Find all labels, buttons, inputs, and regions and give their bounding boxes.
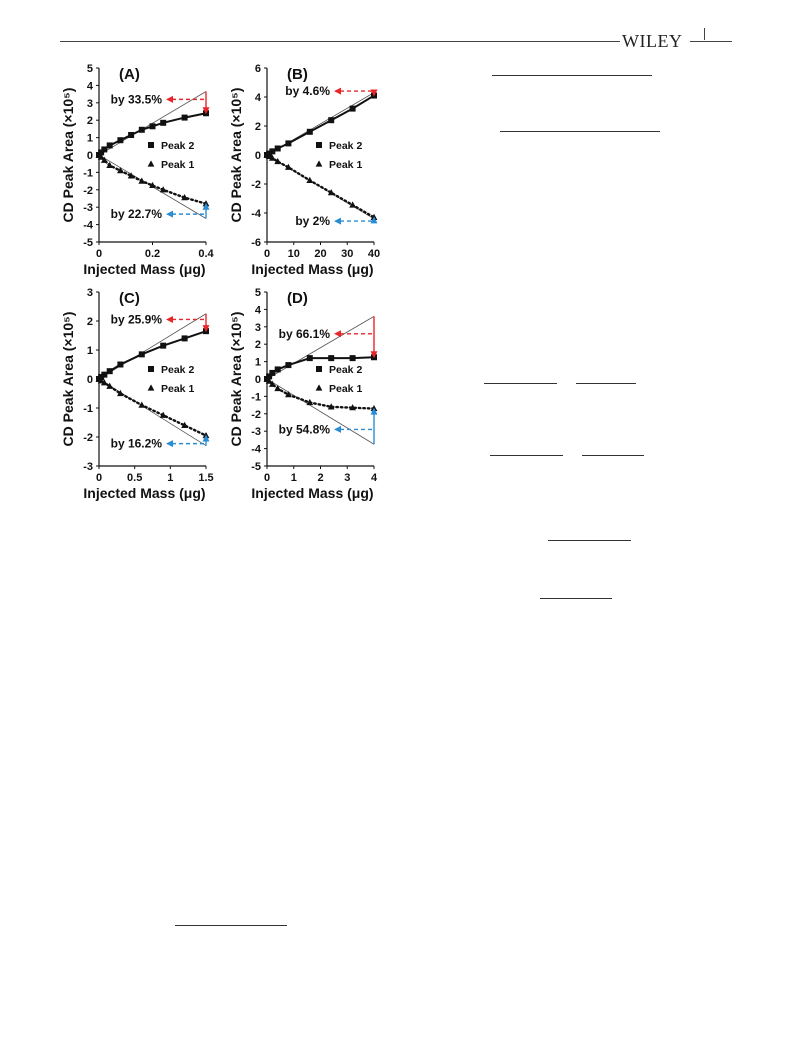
x-tick-label: 3 (344, 472, 351, 484)
y-tick-label: 5 (86, 63, 93, 75)
panel-label: (C) (119, 290, 140, 307)
data-point-peak-2 (182, 335, 188, 341)
lower-pointer-arrowhead (166, 440, 173, 447)
x-axis-title: Injected Mass (μg) (83, 261, 206, 277)
legend-label: Peak 1 (161, 159, 195, 171)
data-point-peak-2 (160, 120, 166, 126)
x-tick-label: 0.2 (144, 248, 161, 260)
legend-label: Peak 1 (161, 383, 195, 395)
y-tick-label: -6 (251, 237, 261, 249)
x-axis-title: Injected Mass (μg) (251, 485, 374, 501)
upper-pointer-arrowhead (334, 88, 341, 95)
data-point-peak-2 (117, 362, 123, 368)
legend-marker-peak-1 (316, 160, 323, 166)
legend-marker-peak-2 (316, 366, 322, 372)
x-tick-label: 0.4 (198, 248, 214, 260)
y-tick-label: 2 (254, 339, 261, 352)
x-tick-label: 0 (95, 472, 103, 484)
x-tick-label: 1.5 (198, 472, 214, 484)
y-tick-label: 3 (254, 321, 261, 334)
panel-label: (A) (119, 66, 140, 83)
data-point-peak-2 (139, 351, 145, 357)
y-tick-label: -2 (251, 179, 261, 191)
y-tick-label: -1 (251, 391, 261, 404)
legend-marker-peak-2 (148, 142, 154, 148)
upper-deviation-label: by 4.6% (285, 84, 330, 99)
x-tick-label: 0 (95, 248, 103, 260)
x-tick-label: 10 (287, 248, 300, 260)
y-tick-label: -4 (83, 219, 93, 232)
data-point-peak-2 (269, 148, 275, 154)
y-tick-label: 0 (86, 374, 93, 386)
legend-marker-peak-1 (148, 384, 155, 390)
data-point-peak-2 (182, 115, 188, 121)
legend-label: Peak 1 (329, 383, 363, 395)
y-tick-label: -4 (251, 443, 261, 456)
upper-pointer-arrowhead (166, 316, 173, 323)
lower-deviation-label: by 22.7% (110, 207, 162, 222)
x-tick-label: 4 (370, 472, 378, 484)
data-point-peak-2 (269, 370, 275, 376)
data-point-peak-1 (138, 178, 145, 184)
data-point-peak-2 (328, 355, 334, 361)
y-tick-label: 2 (254, 121, 261, 133)
lower-deviation-label: by 54.8% (278, 422, 330, 437)
data-point-peak-2 (307, 355, 313, 361)
y-tick-label: 4 (254, 92, 261, 104)
y-tick-label: 3 (86, 287, 93, 299)
y-tick-label: -2 (83, 432, 93, 444)
data-point-peak-2 (307, 129, 313, 135)
legend-label: Peak 1 (329, 159, 363, 171)
y-tick-label: 1 (86, 132, 93, 145)
data-point-peak-2 (101, 146, 107, 152)
y-axis-title: CD Peak Area (×10⁵) (60, 311, 76, 447)
upper-pointer-arrowhead (166, 96, 173, 103)
data-point-peak-2 (285, 362, 291, 368)
chart-panel-d (228, 287, 378, 501)
data-point-peak-2 (128, 132, 134, 138)
x-axis-title: Injected Mass (μg) (251, 261, 374, 277)
chart-panel-b (228, 63, 380, 277)
lower-pointer-arrowhead (334, 218, 341, 225)
y-tick-label: -1 (83, 167, 93, 180)
data-point-peak-2 (117, 137, 123, 143)
data-point-peak-2 (107, 368, 113, 374)
data-point-peak-2 (285, 140, 291, 146)
data-point-peak-2 (160, 343, 166, 349)
x-tick-label: 20 (314, 248, 327, 260)
lower-deviation-label: by 2% (295, 214, 330, 229)
y-tick-label: -3 (251, 426, 261, 439)
legend-label: Peak 2 (329, 364, 363, 376)
chart-panel-c (60, 287, 214, 501)
upper-deviation-label: by 25.9% (110, 312, 162, 327)
y-axis-title: CD Peak Area (×10⁵) (60, 87, 76, 223)
x-tick-label: 0.5 (127, 472, 143, 484)
y-tick-label: -3 (83, 202, 93, 215)
y-tick-label: -5 (83, 237, 93, 249)
y-tick-label: -3 (83, 461, 93, 473)
y-axis-title: CD Peak Area (×10⁵) (228, 87, 244, 223)
legend-marker-peak-2 (148, 366, 154, 372)
y-tick-label: -5 (251, 461, 261, 473)
x-tick-label: 30 (341, 248, 354, 260)
panel-label: (D) (287, 290, 308, 307)
lower-pointer-arrowhead (166, 211, 173, 218)
x-tick-label: 0 (263, 248, 271, 260)
y-tick-label: 2 (86, 115, 93, 128)
x-axis-title: Injected Mass (μg) (83, 485, 206, 501)
y-tick-label: 2 (86, 316, 93, 328)
legend-marker-peak-1 (316, 384, 323, 390)
x-tick-label: 2 (317, 472, 324, 484)
y-tick-label: 6 (254, 63, 261, 75)
y-tick-label: -2 (83, 184, 93, 197)
data-point-peak-2 (107, 142, 113, 148)
data-point-peak-2 (139, 127, 145, 133)
data-point-peak-2 (350, 106, 356, 112)
data-point-peak-2 (275, 366, 281, 372)
y-tick-label: 3 (86, 97, 93, 110)
legend-label: Peak 2 (161, 140, 195, 152)
data-point-peak-2 (101, 372, 107, 378)
legend-label: Peak 2 (161, 364, 195, 376)
y-tick-label: -4 (251, 208, 261, 220)
y-tick-label: 0 (254, 374, 261, 386)
data-point-peak-2 (275, 145, 281, 151)
x-tick-label: 0 (263, 472, 271, 484)
y-tick-label: 1 (86, 345, 93, 357)
chart-panel-a (60, 63, 215, 277)
legend-marker-peak-2 (316, 142, 322, 148)
data-point-peak-2 (150, 123, 156, 129)
y-tick-label: -1 (83, 403, 93, 415)
y-tick-label: 4 (86, 80, 93, 93)
upper-deviation-label: by 33.5% (110, 92, 162, 107)
data-point-peak-2 (328, 117, 334, 123)
lower-deviation-label: by 16.2% (110, 436, 162, 451)
y-axis-title: CD Peak Area (×10⁵) (228, 311, 244, 447)
legend-marker-peak-1 (148, 160, 155, 166)
y-tick-label: 0 (254, 150, 261, 162)
x-tick-label: 40 (367, 248, 381, 260)
y-tick-label: 5 (254, 287, 261, 299)
upper-deviation-label: by 66.1% (278, 326, 330, 341)
y-tick-label: 0 (86, 150, 93, 162)
x-tick-label: 1 (290, 472, 297, 484)
y-tick-label: -2 (251, 408, 261, 421)
data-point-peak-2 (350, 355, 356, 361)
panel-label: (B) (287, 66, 308, 83)
publisher-logo: WILEY (622, 31, 683, 51)
lower-pointer-arrowhead (334, 426, 341, 433)
y-tick-label: 4 (254, 304, 261, 317)
upper-pointer-arrowhead (334, 330, 341, 337)
y-tick-label: 1 (254, 356, 261, 369)
x-tick-label: 1 (167, 472, 174, 484)
legend-label: Peak 2 (329, 140, 363, 152)
